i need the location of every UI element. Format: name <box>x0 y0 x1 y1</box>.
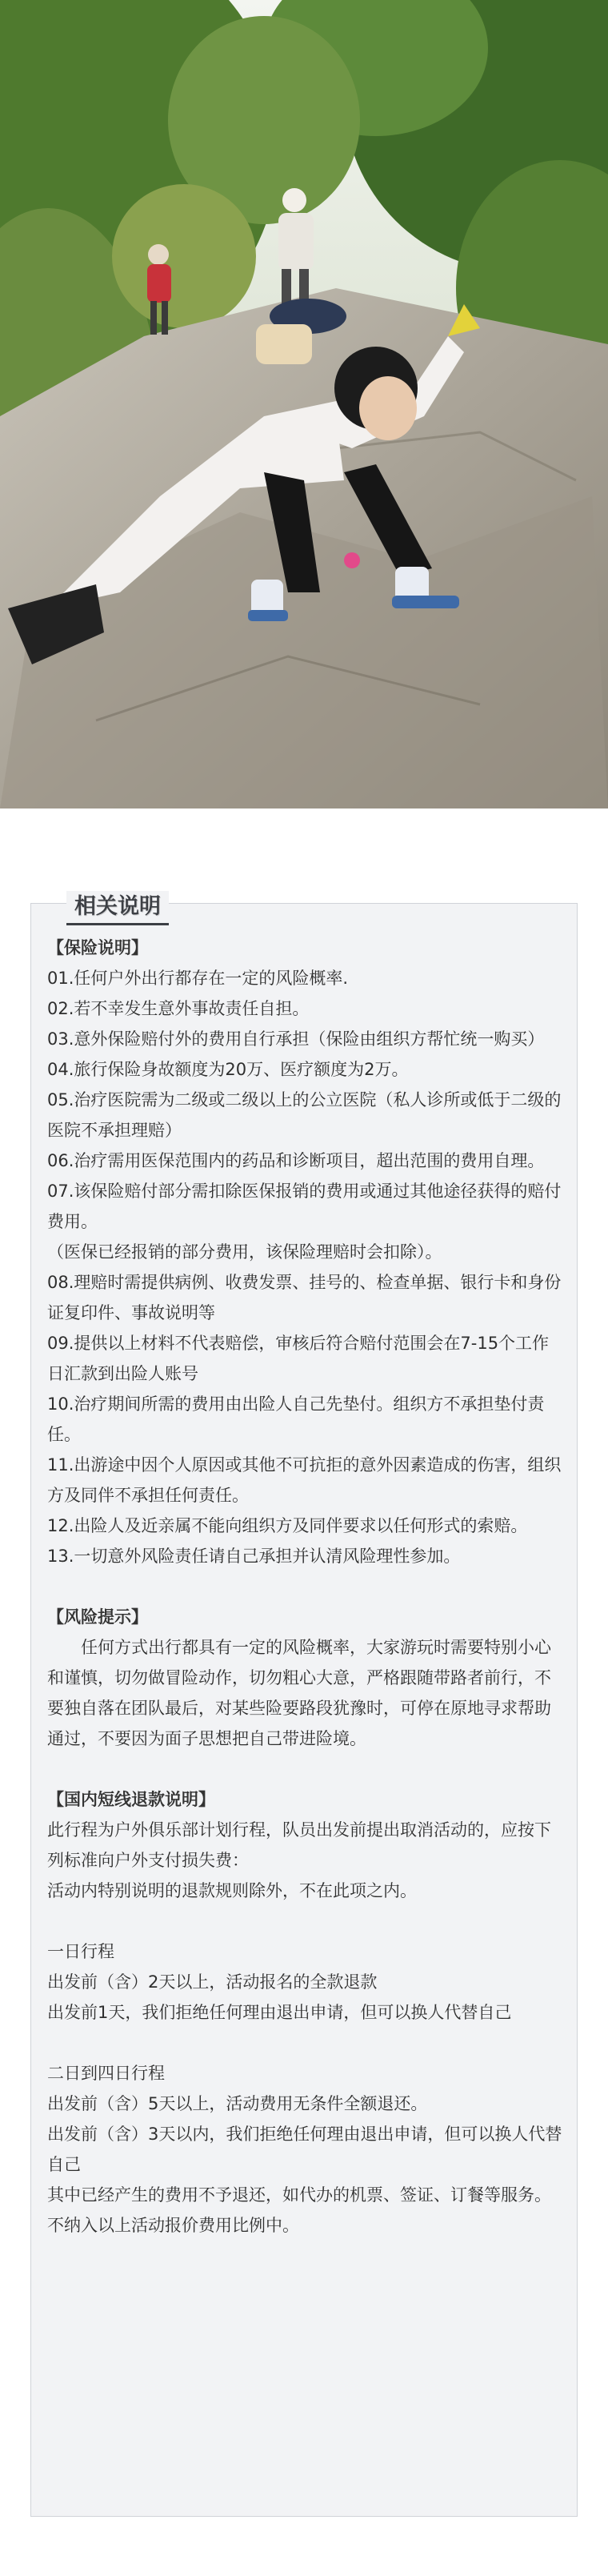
refund-heading: 【国内短线退款说明】 <box>47 1790 215 1809</box>
insurance-item: 06.治疗需用医保范围内的药品和诊断项目，超出范围的费用自理。 <box>47 1151 545 1170</box>
one-day-title: 一日行程 <box>47 1942 114 1961</box>
info-panel <box>30 894 578 2517</box>
insurance-item: 01.任何户外出行都存在一定的风险概率. <box>47 969 349 988</box>
multi-day-title: 二日到四日行程 <box>47 2064 165 2083</box>
hiking-scene-illustration <box>0 0 608 809</box>
insurance-item: 10.治疗期间所需的费用由出险人自己先垫付。组织方不承担垫付责任。 <box>47 1394 545 1444</box>
refund-intro: 活动内特别说明的退款规则除外，不在此项之内。 <box>47 1881 417 1900</box>
insurance-item: 02.若不幸发生意外事故责任自担。 <box>47 999 310 1018</box>
insurance-item: 09.提供以上材料不代表赔偿，审核后符合赔付范围会在7-15个工作日汇款到出险人账号 <box>47 1334 550 1383</box>
insurance-item: 07.该保险赔付部分需扣除医保报销的费用或通过其他途径获得的赔付费用。 <box>47 1182 562 1231</box>
insurance-item: 08.理赔时需提供病例、收费发票、挂号的、检查单据、银行卡和身份证复印件、事故说明等 <box>47 1273 562 1322</box>
insurance-item: 13.一切意外风险责任请自己承担并认清风险理性参加。 <box>47 1547 461 1566</box>
multi-day-line: 其中已经产生的费用不予退还，如代办的机票、签证、订餐等服务。不纳入以上活动报价费用比例中。 <box>47 2185 551 2235</box>
insurance-heading: 【保险说明】 <box>47 938 148 957</box>
refund-intro: 此行程为户外俱乐部计划行程，队员出发前提出取消活动的，应按下列标准向户外支付损失费： <box>47 1820 551 1870</box>
risk-text: 任何方式出行都具有一定的风险概率，大家游玩时需要特别小心和谨慎，切勿做冒险动作，切勿粗心大意，严格跟随带路者前行，不要独自落在团队最后，对某些险要路段犹豫时，可停在原地寻求帮助通过，不要因为面子思想把自己带进险境。 <box>47 1638 551 1748</box>
insurance-item: 11.出游途中因个人原因或其他不可抗拒的意外因素造成的伤害，组织方及同伴不承担任何责任。 <box>47 1455 562 1505</box>
risk-heading: 【风险提示】 <box>47 1607 148 1627</box>
one-day-line: 出发前1天，我们拒绝任何理由退出申请，但可以换人代替自己 <box>47 2003 512 2022</box>
insurance-item: （医保已经报销的部分费用，该保险理赔时会扣除）。 <box>47 1242 442 1262</box>
hiking-photo <box>0 0 608 809</box>
insurance-item: 03.意外保险赔付外的费用自行承担（保险由组织方帮忙统一购买） <box>47 1029 545 1049</box>
panel-body <box>47 933 562 2241</box>
insurance-item: 04.旅行保险身故额度为20万、医疗额度为2万。 <box>47 1060 409 1079</box>
multi-day-line: 出发前（含）5天以上，活动费用无条件全额退还。 <box>47 2094 428 2113</box>
one-day-line: 出发前（含）2天以上，活动报名的全款退款 <box>47 1972 378 1992</box>
multi-day-line: 出发前（含）3天以内，我们拒绝任何理由退出申请，但可以换人代替自己 <box>47 2125 562 2174</box>
insurance-item: 05.治疗医院需为二级或二级以上的公立医院（私人诊所或低于二级的医院不承担理赔） <box>47 1090 562 1140</box>
panel-title: 相关说明 <box>66 891 169 925</box>
insurance-item: 12.出险人及近亲属不能向组织方及同伴要求以任何形式的索赔。 <box>47 1516 528 1535</box>
